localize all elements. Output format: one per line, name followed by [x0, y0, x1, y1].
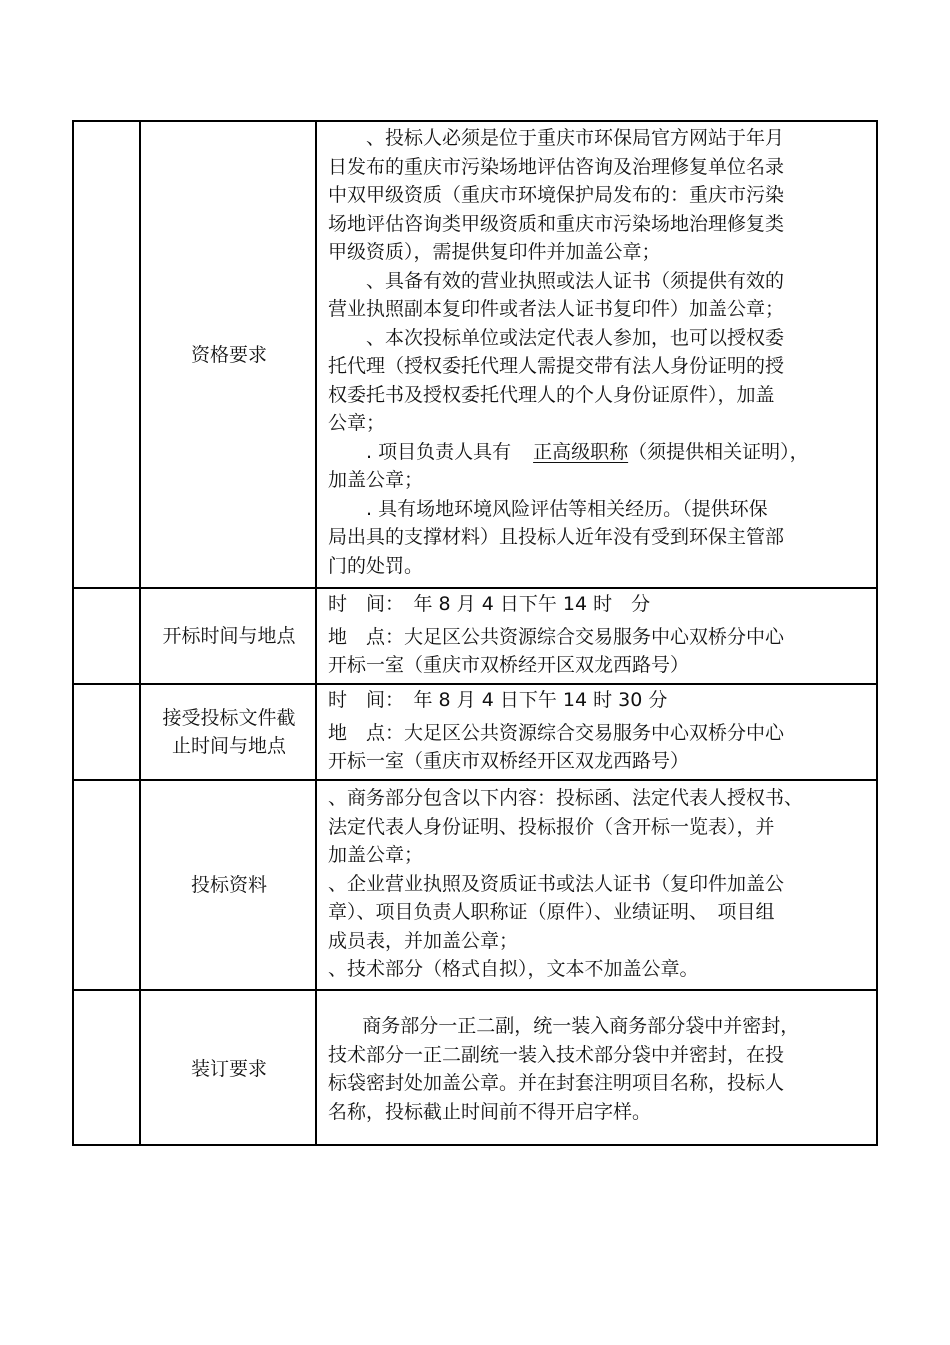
- text-line: 、具备有效的营业执照或法人证书（须提供有效的: [366, 269, 785, 292]
- text-line: 公章；: [328, 412, 386, 434]
- text-line: 、本次投标单位或法定代表人参加，也可以授权委: [366, 326, 785, 349]
- row-label-opening: [142, 589, 316, 683]
- text-line: 中双甲级资质（重庆市环境保护局发布的：重庆市污染: [328, 184, 785, 206]
- bid-requirements-table: [72, 120, 878, 1146]
- text-line: 时 间： 年 8 月 4 日下午 14 时 分: [328, 593, 651, 615]
- text-line: . 具有场地环境风险评估等相关经历。（提供环保: [366, 497, 768, 520]
- text-line: 地 点：大足区公共资源综合交易服务中心双桥分中心: [328, 721, 785, 744]
- row-label-deadline: [142, 685, 316, 779]
- text-line: 章）、项目负责人职称证（原件）、业绩证明、 项目组: [328, 901, 775, 923]
- label-line: 接受投标文件截: [162, 707, 296, 729]
- text-line: [328, 438, 868, 467]
- text-line: 加盖公章；: [328, 844, 424, 866]
- underlined-title: 正高级职称: [533, 440, 629, 463]
- text-line: 技术部分一正二副统一装入技术部分袋中并密封，在投: [328, 1043, 785, 1066]
- row-label-binding: [142, 991, 316, 1146]
- text-line: 标袋密封处加盖公章。并在封套注明项目名称，投标人: [328, 1072, 785, 1094]
- text-line: 场地评估咨询类甲级资质和重庆市污染场地治理修复类: [328, 212, 785, 235]
- label-line: 止时间与地点: [171, 735, 286, 757]
- text-line: 开标一室（重庆市双桥经开区双龙西路号）: [328, 654, 690, 676]
- label-text: [162, 704, 295, 760]
- text-line: 名称，投标截止时间前不得开启字样。: [328, 1100, 652, 1123]
- item4-prefix: . 项目负责人具有: [366, 440, 512, 463]
- row-label-qualification: [142, 122, 316, 587]
- text-line: 权委托书及授权委托代理人的个人身份证原件），加盖: [328, 383, 775, 406]
- text-line: 托代理（授权委托代理人需提交带有法人身份证明的授: [328, 355, 785, 377]
- opening-content: [328, 590, 868, 680]
- text-line: 、投标人必须是位于重庆市环保局官方网站于年月: [366, 127, 785, 149]
- text-line: 、企业营业执照及资质证书或法人证书（复印件加盖公: [328, 872, 785, 895]
- text-line: 营业执照副本复印件或者法人证书复印件）加盖公章；: [328, 298, 785, 320]
- text-line: 法定代表人身份证明、投标报价（含开标一览表），并: [328, 815, 775, 838]
- text-line: 、商务部分包含以下内容：投标函、法定代表人授权书、: [328, 787, 804, 809]
- text-line: 、技术部分（格式自拟），文本不加盖公章。: [328, 958, 699, 980]
- text-line: 地 点：大足区公共资源综合交易服务中心双桥分中心: [328, 625, 785, 648]
- text-line: 局出具的支撑材料）且投标人近年没有受到环保主管部: [328, 526, 785, 548]
- label-text: 装订要求: [190, 1057, 267, 1080]
- deadline-content: [328, 686, 868, 776]
- text-line: 门的处罚。: [328, 554, 424, 577]
- label-text: 投标资料: [190, 874, 267, 896]
- text-line: 时 间： 年 8 月 4 日下午 14 时 30 分: [328, 689, 668, 711]
- documents-content: [328, 784, 868, 984]
- text-line: 商务部分一正二副，统一装入商务部分袋中并密封，: [362, 1015, 800, 1037]
- item4-suffix: （须提供相关证明），: [628, 440, 809, 463]
- text-line: 成员表，并加盖公章；: [328, 929, 519, 952]
- text-line: 开标一室（重庆市双桥经开区双龙西路号）: [328, 750, 690, 772]
- qualification-content: [328, 124, 868, 580]
- text-line: 甲级资质），需提供复印件并加盖公章；: [328, 241, 661, 263]
- binding-content: [328, 1012, 868, 1126]
- row-label-documents: [142, 781, 316, 989]
- text-line: 日发布的重庆市污染场地评估咨询及治理修复单位名录: [328, 155, 785, 178]
- label-text: 资格要求: [190, 343, 267, 366]
- label-text: 开标时间与地点: [162, 625, 296, 647]
- text-line: 加盖公章；: [328, 469, 424, 491]
